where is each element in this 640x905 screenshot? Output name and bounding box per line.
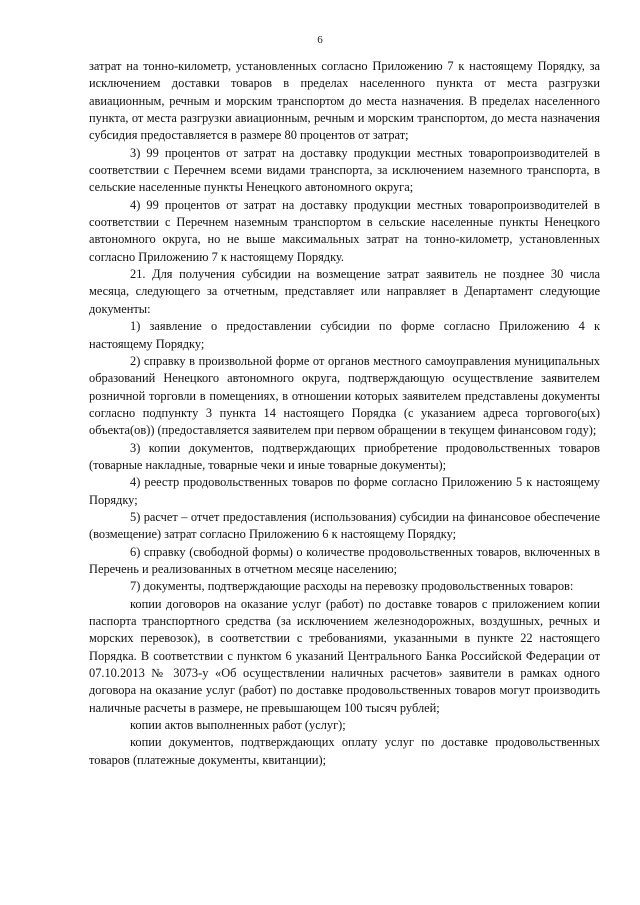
document-body [89, 58, 600, 769]
paragraph-doc-2: 2) справку в произвольной форме от органов местного самоуправления муниципальных образований Ненецкого автономного округа, подтверждающую осуществление заявителем розничной торговли в помещениях, в отношении которых заявителем представлены документы согласно подпункту 3 пункта 14 настоящего Порядка (с указанием адреса торгового(ых) объекта(ов)) (предоставляется заявителем при первом обращении в текущем финансовом году); [89, 353, 600, 438]
paragraph-doc-6: 6) справку (свободной формы) о количестве продовольственных товаров, включенных в Перечень и реализованных в отчетном месяце населению; [89, 544, 600, 576]
paragraph-section-21: 21. Для получения субсидии на возмещение затрат заявитель не позднее 30 числа месяца, следующего за отчетным, представляет или направляет в Департамент следующие документы: [89, 267, 600, 316]
paragraph-doc-1: 1) заявление о предоставлении субсидии по форме согласно Приложению 4 к настоящему Порядку; [89, 319, 600, 351]
page-number: 6 [317, 34, 323, 46]
paragraph-payments: копии документов, подтверждающих оплату услуг по доставке продовольственных товаров (платежные документы, квитанции); [89, 735, 600, 767]
paragraph-doc-7: 7) документы, подтверждающие расходы на перевозку продовольственных товаров: [130, 579, 574, 594]
paragraph-doc-3: 3) копии документов, подтверждающих приобретение продовольственных товаров (товарные накладные, товарные чеки и иные товарные документы); [89, 440, 600, 472]
paragraph-contracts: копии договоров на оказание услуг (работ) по доставке товаров с приложением копии паспорта транспортного средства (за исключением железнодорожных, воздушных, речных и морских перевозок), в соответствии с требованиями, указанными в пункте 22 настоящего Порядка. В соответствии с пунктом 6 указаний Центрального Банка Российской Федерации от 07.10.2013 № 3073-у «Об осуществлении наличных расчетов» заявители в рамках одного договора на оказание услуг (работ) по доставке продовольственных товаров могут производить наличные расчеты в размере, не превышающем 100 тысяч рублей; [89, 596, 600, 715]
paragraph-continuation: затрат на тонно-километр, установленных согласно Приложению 7 к настоящему Порядку, за исключением доставки товаров в пределах населенного пункта от места разгрузки авиационным, речным и морским транспортом до места назначения. В пределах населенного пункта, от места разгрузки авиационным, речным и морским транспортом, до места назначения субсидия предоставляется в размере 80 процентов от затрат; [89, 59, 600, 143]
paragraph-acts: копии актов выполненных работ (услуг); [130, 718, 346, 733]
paragraph-item-3: 3) 99 процентов от затрат на доставку продукции местных товаропроизводителей в соответствии с Перечнем всеми видами транспорта, за исключением наземного транспорта, в сельские населенные пункты Ненецкого автономного округа; [89, 145, 600, 195]
paragraph-item-4: 4) 99 процентов от затрат на доставку продукции местных товаропроизводителей в соответствии с Перечнем наземным транспортом в сельские населенные пункты Ненецкого автономного округа, но не выше максимальных затрат на тонно-километр, установленных согласно Приложению 7 к настоящему Порядку. [89, 197, 600, 264]
paragraph-doc-5: 5) расчет – отчет предоставления (использования) субсидии на финансовое обеспечение (возмещение) затрат согласно Приложению 6 к настоящему Порядку; [89, 509, 600, 542]
paragraph-doc-4: 4) реестр продовольственных товаров по форме согласно Приложению 5 к настоящему Порядку; [89, 475, 600, 507]
